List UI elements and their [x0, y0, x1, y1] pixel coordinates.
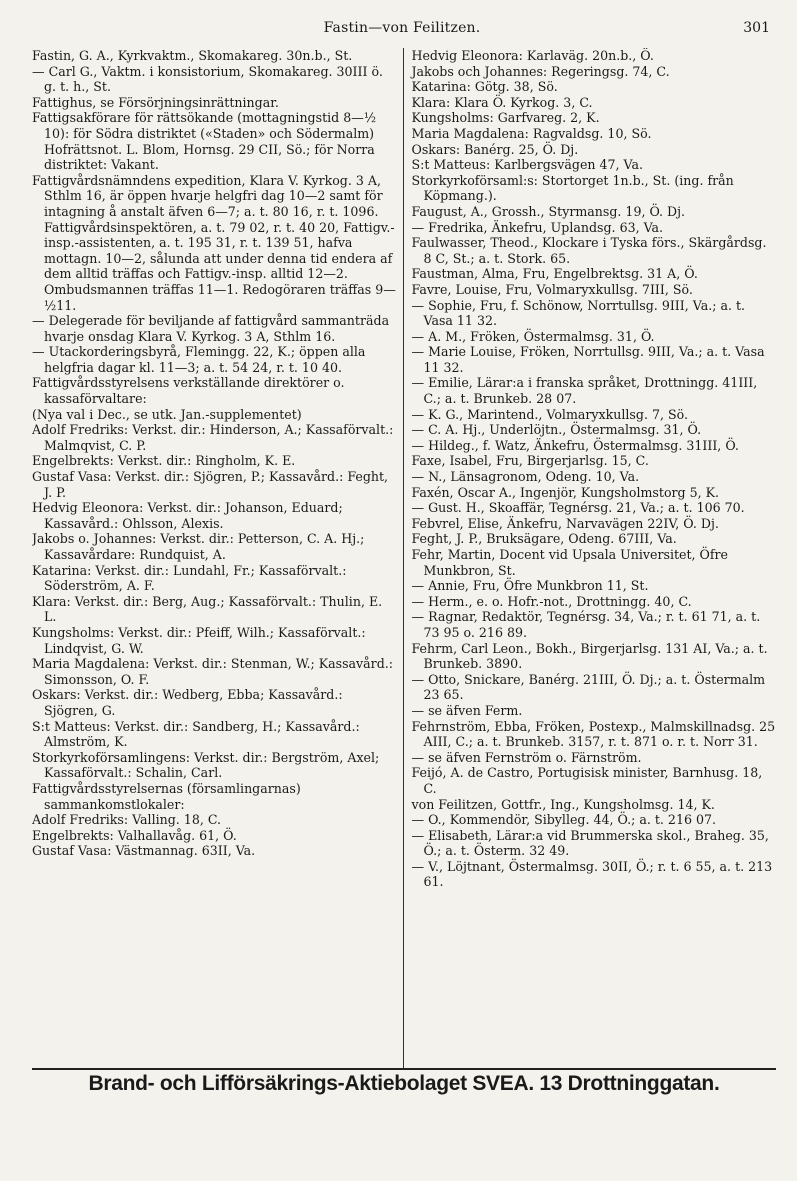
right-column — [404, 48, 777, 1068]
directory-entry: Faxe, Isabel, Fru, Birgerjarlsg. 15, C. — [411, 453, 649, 469]
directory-entry: Gustaf Vasa: Västmannag. 63II, Va. — [32, 843, 256, 859]
directory-entry: Engelbrekts: Verkst. dir.: Ringholm, K. E. — [32, 453, 296, 469]
footer-advert: Brand- och Lifförsäkrings-Aktiebolaget SVEA. 13 Drottninggatan. — [88, 1072, 720, 1095]
directory-entry: — Marie Louise, Fröken, Norrtullsg. 9III, Va.; a. t. Vasa 11 32. — [411, 344, 765, 375]
directory-entry: — Gust. H., Skoaffär, Tegnérsg. 21, Va.; a. t. 106 70. — [411, 500, 745, 516]
directory-entry: Fattighus, se Försörjningsinrättningar. — [32, 94, 279, 110]
directory-entry: Kungsholms: Verkst. dir.: Pfeiff, Wilh.; Kassaförvalt.: Lindqvist, G. W. — [32, 624, 366, 656]
directory-columns — [32, 48, 776, 1068]
footer-rule — [32, 1068, 776, 1070]
directory-entry: Fehrm, Carl Leon., Bokh., Birgerjarlsg. 131 AI, Va.; a. t. Brunkeb. 3890. — [411, 640, 768, 672]
directory-entry: Jakobs o. Johannes: Verkst. dir.: Petterson, C. A. Hj.; Kassavårdare: Rundquist, A. — [32, 531, 365, 562]
directory-entry: — se äfven Ferm. — [411, 702, 523, 718]
directory-entry: Fehrnström, Ebba, Fröken, Postexp., Malmskillnadsg. 25 AIII, C.; a. t. Brunkeb. 3157, r. t. 871 o. r. t. Norr 31. — [411, 718, 776, 750]
directory-entry: Adolf Fredriks: Verkst. dir.: Hinderson, A.; Kassaförvalt.: Malmqvist, C. P. — [32, 422, 394, 453]
directory-entry: — V., Löjtnant, Östermalmsg. 30II, Ö.; r. t. 6 55, a. t. 213 61. — [411, 858, 773, 890]
directory-entry: Feght, J. P., Bruksägare, Odeng. 67III, Va. — [411, 531, 677, 547]
directory-entry: Fastin, G. A., Kyrkvaktm., Skomakareg. 30n.b., St. — [32, 48, 353, 63]
directory-entry: Adolf Fredriks: Valling. 18, C. — [32, 812, 222, 828]
directory-entry: Fattigsakförare för rättsökande (mottagningstid 8—½ 10): för Södra distriktet («Staden» och Södermalm) Hofrättsnot. L. Blom, Hornsg. 29 CII, Sö.; för Norra distriktet: Vakant. — [32, 110, 377, 173]
directory-entry: Storkyrkoförsaml:s: Stortorget 1n.b., St. (ing. från Köpmang.). — [411, 172, 734, 204]
directory-entry: — N., Länsagronom, Odeng. 10, Va. — [411, 469, 640, 485]
running-head: Fastin—von Feilitzen. — [323, 20, 481, 36]
directory-entry: — Emilie, Lärar:a i franska språket, Drottningg. 41III, C.; a. t. Brunkeb. 28 07. — [411, 375, 758, 407]
directory-entry: — se äfven Fernström o. Färnström. — [411, 749, 642, 765]
directory-entry: — C. A. Hj., Underlöjtn., Östermalmsg. 31, Ö. — [411, 422, 702, 438]
directory-entry: Maria Magdalena: Ragvaldsg. 10, Sö. — [411, 125, 652, 141]
directory-entry: Gustaf Vasa: Verkst. dir.: Sjögren, P.; Kassavård.: Feght, J. P. — [32, 469, 389, 500]
directory-entry: Faugust, A., Grossh., Styrmansg. 19, Ö. Dj. — [411, 203, 686, 219]
directory-entry: Faustman, Alma, Fru, Engelbrektsg. 31 A, Ö. — [411, 266, 698, 282]
directory-entry: Fattigvårdsnämndens expedition, Klara V. Kyrkog. 3 A, Sthlm 16, är öppen hvarje helgfri dag 10—2 samt för intagning å anstalt äfven 6—7; a. t. 80 16, r. t. 1096. Fattigvårdsinspektören, a. t. 79 02, r. t. 40 20, Fattigv.-insp.-assistenten, a. t. 195 31, r. t. 139 51, hafva mottagn. 10—2, sålunda att under denna tid endera af dem alltid träffas och Fattigv.-insp. alltid 12—2. Ombudsmannen träffas 11—1. Redogöraren träffas 9—½11. — [32, 172, 396, 313]
directory-entry: Katarina: Verkst. dir.: Lundahl, Fr.; Kassaförvalt.: Söderström, A. F. — [32, 562, 347, 594]
directory-entry: Oskars: Verkst. dir.: Wedberg, Ebba; Kassavård.: Sjögren, G. — [32, 687, 343, 718]
directory-entry: Faulwasser, Theod., Klockare i Tyska förs., Skärgårdsg. 8 C, St.; a. t. Stork. 65. — [411, 235, 767, 266]
directory-entry: Oskars: Banérg. 25, Ö. Dj. — [411, 141, 579, 157]
directory-entry: Febvrel, Elise, Änkefru, Narvavägen 22IV, Ö. Dj. — [411, 515, 719, 531]
directory-entry: — Sophie, Fru, f. Schönow, Norrtullsg. 9III, Va.; a. t. Vasa 11 32. — [411, 297, 746, 329]
directory-entry: Jakobs och Johannes: Regeringsg. 74, C. — [411, 63, 670, 79]
directory-entry: — Utackorderingsbyrå, Flemingg. 22, K.; öppen alla helgfria dagar kl. 11—3; a. t. 54 24, r. t. 10 40. — [32, 344, 366, 375]
directory-entry: — K. G., Marintend., Volmaryxkullsg. 7, Sö. — [411, 406, 688, 422]
directory-entry: — Ragnar, Redaktör, Tegnérsg. 34, Va.; r. t. 61 71, a. t. 73 95 o. 216 89. — [411, 609, 761, 640]
directory-entry: Klara: Klara Ö. Kyrkog. 3, C. — [411, 94, 593, 110]
directory-entry: Fehr, Martin, Docent vid Upsala Universitet, Öfre Munkbron, St. — [411, 547, 729, 578]
directory-entry: Maria Magdalena: Verkst. dir.: Stenman, W.; Kassavård.: Simonsson, O. F. — [32, 656, 394, 687]
directory-entry: S:t Matteus: Verkst. dir.: Sandberg, H.; Kassavård.: Almström, K. — [32, 718, 360, 750]
directory-entry: — Hildeg., f. Watz, Änkefru, Östermalmsg. 31III, Ö. — [411, 437, 739, 453]
directory-entry: Feijó, A. de Castro, Portugisisk minister, Barnhusg. 18, C. — [411, 765, 763, 796]
directory-entry: Hedvig Eleonora: Karlaväg. 20n.b., Ö. — [411, 48, 654, 63]
directory-entry: Kungsholms: Garfvareg. 2, K. — [411, 110, 600, 126]
directory-entry: — Delegerade för beviljande af fattigvård sammanträda hvarje onsdag Klara V. Kyrkog. 3 A, Sthlm 16. — [32, 313, 390, 344]
directory-entry: Hedvig Eleonora: Verkst. dir.: Johanson, Eduard; Kassavård.: Ohlsson, Alexis. — [32, 500, 343, 531]
directory-entry: — Herm., e. o. Hofr.-not., Drottningg. 40, C. — [411, 593, 692, 609]
directory-entry: Engelbrekts: Valhallavåg. 61, Ö. — [32, 827, 237, 843]
directory-entry: Storkyrkoförsamlingens: Verkst. dir.: Bergström, Axel; Kassaförvalt.: Schalin, Carl. — [32, 749, 380, 781]
directory-entry: — Carl G., Vaktm. i konsistorium, Skomakareg. 30III ö. g. t. h., St. — [32, 63, 383, 95]
directory-entry: Fattigvårdsstyrelsernas (församlingarnas) sammankomstlokaler: — [32, 780, 301, 812]
directory-entry: Fattigvårdsstyrelsens verkställande direktörer o. kassaförvaltare: — [32, 375, 345, 407]
directory-entry: — Otto, Snickare, Banérg. 21III, Ö. Dj.; a. t. Östermalm 23 65. — [411, 671, 766, 703]
page-number: 301 — [743, 20, 770, 36]
directory-entry: — O., Kommendör, Sibylleg. 44, Ö.; a. t. 216 07. — [411, 812, 717, 828]
directory-entry: Klara: Verkst. dir.: Berg, Aug.; Kassaförvalt.: Thulin, E. L. — [32, 593, 383, 625]
directory-entry: Favre, Louise, Fru, Volmaryxkullsg. 7III, Sö. — [411, 281, 693, 297]
directory-entry: (Nya val i Dec., se utk. Jan.-supplementet) — [32, 406, 302, 422]
directory-entry: Katarina: Götg. 38, Sö. — [411, 79, 558, 95]
directory-entry: — Fredrika, Änkefru, Uplandsg. 63, Va. — [411, 219, 664, 235]
left-column — [32, 48, 404, 1068]
directory-entry: — A. M., Fröken, Östermalmsg. 31, Ö. — [411, 328, 655, 344]
directory-entry: von Feilitzen, Gottfr., Ing., Kungsholmsg. 14, K. — [411, 796, 715, 812]
directory-entry: — Elisabeth, Lärar:a vid Brummerska skol., Braheg. 35, Ö.; a. t. Österm. 32 49. — [411, 827, 769, 859]
page-header — [32, 20, 772, 42]
directory-entry: S:t Matteus: Karlbergsvägen 47, Va. — [411, 157, 643, 173]
directory-entry: — Annie, Fru, Öfre Munkbron 11, St. — [411, 578, 649, 594]
directory-entry: Faxén, Oscar A., Ingenjör, Kungsholmstorg 5, K. — [411, 484, 720, 500]
